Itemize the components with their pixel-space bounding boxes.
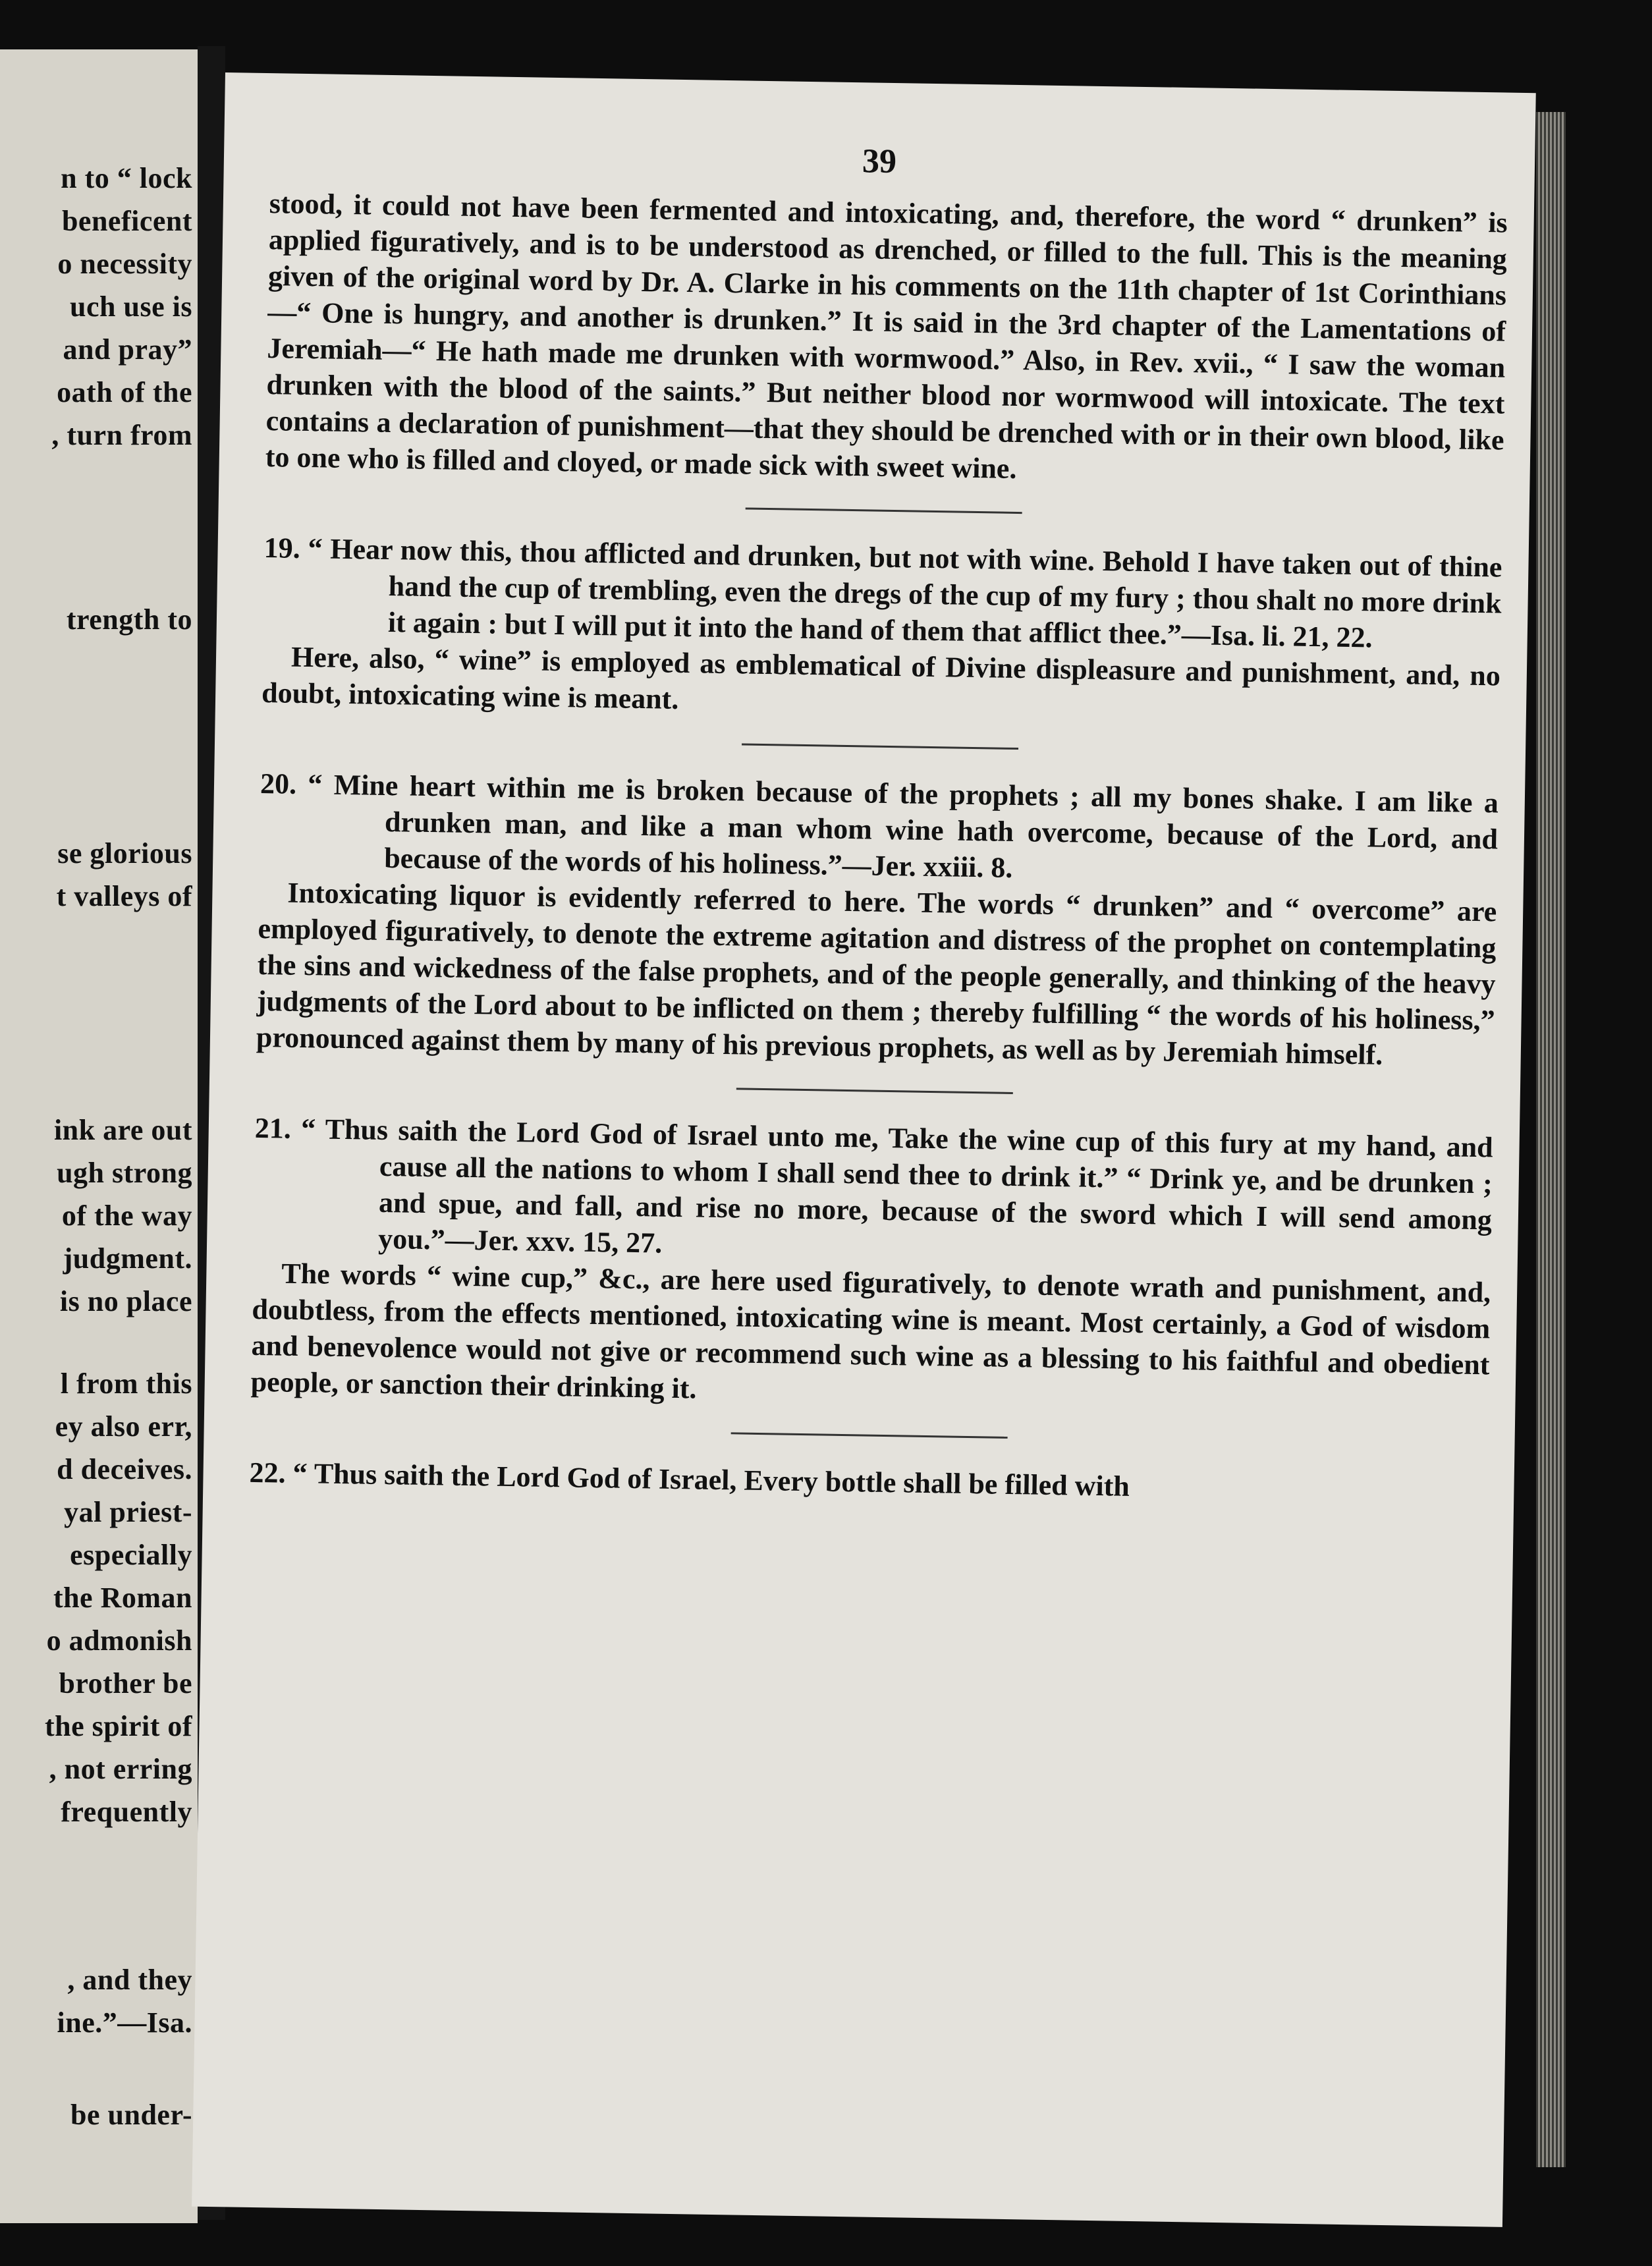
right-page [192,72,1536,2227]
left-page-line: be under- [70,2099,192,2131]
left-page-line: n to “ lock [61,162,192,194]
left-page-line: brother be [59,1667,192,1700]
page-number: 39 [862,142,897,181]
verse-22: 22. “ Thus saith the Lord God of Israel, Every bottle shall be filled with [249,1456,1130,1503]
section-divider [746,507,1022,514]
section-divider [731,1432,1008,1439]
verse-19: 19. “ Hear now this, thou afflicted and drunken, but not with wine. Behold I have taken out of thine hand the cup of trembling, even the dregs of the cup of my fury ; thou shalt no more drink it again : but I will put it into the hand of them that afflict thee.”—Isa. li. 21, 22. [263,532,1502,654]
left-page-line: the spirit of [44,1710,192,1742]
left-page-line: especially [70,1539,192,1571]
paragraph-19-commentary: Here, also, “ wine” is employed as emblematical of Divine displeasure and punishment, and, no doubt, intoxicating wine is meant. [261,640,1501,715]
left-page-line: beneficent [61,205,192,237]
left-page-line: d deceives. [57,1453,192,1485]
left-page-line: of the way [61,1200,192,1232]
left-page-line: l from this [60,1368,192,1400]
section-divider [736,1088,1013,1094]
verse-21: 21. “ Thus saith the Lord God of Israel unto me, Take the wine cup of this fury at my hand, and cause all the nations to whom I shall send thee to drink it.” “ Drink ye, and be drunken ; and spue, and fall, and rise no more, because of the sword which I will send among you.”—Jer. xxv. 15, 27. [254,1111,1493,1259]
left-page-line: ine.”—Isa. [57,2006,192,2039]
left-page-line: and pray” [63,333,192,366]
left-page-line: oath of the [57,376,192,408]
left-page-line: uch use is [70,290,192,323]
left-page-line: ugh strong [57,1157,192,1189]
left-page-line: frequently [61,1796,192,1828]
verse-20: 20. “ Mine heart within me is broken because of the prophets ; all my bones shake. I am like a drunken man, and like a man whom wine hath overcome, because of the Lord, and because of the words of his holiness.”—Jer. xxiii. 8. [260,767,1499,884]
page-edge [1536,112,1566,2167]
left-page-line: , turn from [51,419,192,451]
left-page-line: trength to [66,603,192,636]
left-page-line: is no place [59,1285,192,1317]
page-body [249,185,1508,1510]
left-page-line: , and they [67,1964,192,1996]
left-page-line: , not erring [49,1753,192,1785]
left-page-line: ey also err, [55,1410,192,1443]
left-page-line: the Roman [53,1582,192,1614]
left-page-line: t valleys of [56,880,192,912]
left-page-line: se glorious [57,837,192,870]
left-page-line: judgment. [63,1242,192,1275]
paragraph-21-commentary: The words “ wine cup,” &c., are here used figuratively, to denote wrath and punishment, and, doubtless, from the effects mentioned, intoxicating wine is meant. Most certainly, a God of wisdom and benevolence would not give or recommend such wine as a blessing to his faithful and obedient people, or sanction their drinking it. [250,1257,1491,1405]
paragraph-20-commentary: Intoxicating liquor is evidently referred to here. The words “ drunken” and “ overcome” are employed figuratively, to denote the extreme agitation and distress of the prophet on contemplating the sins and wickedness of the false prophets, and of the people generally, and thinking of the heavy judgments of the Lord about to be inflicted on them ; thereby fulfilling “ the words of his holiness,” pronounced against them by many of his previous prophets, as well as by Jeremiah himself. [256,876,1497,1071]
section-divider [742,743,1018,750]
left-page-line: yal priest- [64,1496,192,1528]
left-page [0,49,198,2223]
left-page-line: ink are out [53,1114,192,1146]
left-page-line: o necessity [57,248,192,280]
left-page-line: o admonish [46,1624,192,1657]
paragraph-18-commentary: stood, it could not have been fermented and intoxicating, and, therefore, the word “ drunken” is applied figuratively, and is to be understood as drenched, or filled to the full. This is the meaning given of the original word by Dr. A. Clarke in his comments on the 11th chapter of 1st Corinthians—“ One is hungry, and another is drunken.” It is said in the 3rd chapter of the Lamentations of Jeremiah—“ He hath made me drunken with wormwood.” Also, in Rev. xvii., “ I saw the woman drunken with the blood of the saints.” But neither blood nor wormwood will intoxicate. The text contains a declaration of punishment—that they should be drenched with or in their own blood, like to one who is filled and cloyed, or made sick with sweet wine. [265,187,1508,485]
